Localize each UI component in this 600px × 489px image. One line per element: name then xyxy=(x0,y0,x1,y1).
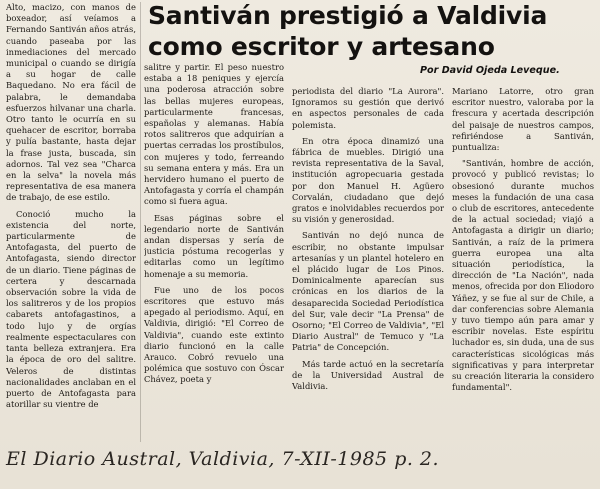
paragraph: Alto, macizo, con manos de boxeador, así veíamos a Fernando Santiván años atrás, cuando paseaba por las inmediaciones del mercado municipal o cuando se dirigía a su hogar de calle Baquedano. No era fácil de palabra, le demandaba esfuerzos hilvanar una charla. Otro tanto le ocurría en su quehacer de escritor, borraba y pulía bastante, hasta dejar la frase justa, buscada, sin adornos. Tal vez sea "Charca en la selva" la novela más representativa de esa manera de trabajo, de ese estilo. xyxy=(6,2,136,203)
column-3 xyxy=(292,86,444,438)
paragraph: periodista del diario "La Aurora". Ignoramos su gestión que derivó en aspectos personales de cada polemista. xyxy=(292,86,444,130)
paragraph: En otra época dinamizó una fábrica de muebles. Dirigió una revista representativa de la Saval, institución agropecuaria gestada por don Manuel H. Agüero Corvalán, ciudadano que dejó gratos e inolvidables recuerdos por su visión y generosidad. xyxy=(292,135,444,225)
paragraph: "Santiván, hombre de acción, provocó y publicó revistas; lo obsesionó durante muchos meses la fundación de una casa o club de escritores, antecedente de la actual sociedad; viajó a Antofagasta a dirigir un diario; Santiván, a raíz de la primera guerra europea una alta situación periodística, la dirección de "La Nación", nada menos, ofrecida por don Eliodoro Yáñez, y se fue al sur de Chile, a dar conferencias sobre Alemania y tuvo tiempo aún para amar y escribir novelas. Este espíritu luchador es, sin duda, una de sus características sicológicas más significativas y para interpretar su creación literaria la considero fundamental". xyxy=(452,158,594,393)
column-1 xyxy=(6,2,136,437)
handwritten-source-note: El Diario Austral, Valdivia, 7-XII-1985 p. 2. xyxy=(6,448,440,470)
paragraph: Conoció mucho la existencia del norte, particularmente de Antofagasta, del puerto de Antofagasta, siendo director de un diario. Tiene páginas de certera y descarnada observación sobre la vida de los salitreros y de los propios cabarets antofagastinos, a todo lujo y de orgías realmente espectaculares con tanta belleza extranjera. Era la época de oro del salitre. Veleros de distintas nacionalidades anclaban en el puerto de Antofagasta para atorillar su vientre de xyxy=(6,208,136,410)
paragraph: Mariano Latorre, otro gran escritor nuestro, valoraba por la frescura y acertada descripción del paisaje de nuestros campos, refiriéndose a Santiván, puntualiza: xyxy=(452,86,594,153)
column-divider xyxy=(140,2,141,442)
headline-line-1: Santiván prestigió a Valdivia xyxy=(148,1,548,30)
column-2 xyxy=(144,62,284,440)
paragraph: Más tarde actuó en la secretaría de la Universidad Austral de Valdivia. xyxy=(292,358,444,392)
byline: Por David Ojeda Leveque. xyxy=(420,65,560,76)
paragraph: Fue uno de los pocos escritores que estuvo más apegado al periodismo. Aquí, en Valdivia, dirigió: "El Correo de Valdivia", cuando este extinto diario funcionó en la calle Arauco. Cobró revuelo una polémica que sostuvo con Óscar Chávez, poeta y xyxy=(144,284,284,385)
paragraph: Esas páginas sobre el legendario norte de Santiván andan dispersas y sería de justicia póstuma recogerlas y editarlas como un legítimo homenaje a su memoria. xyxy=(144,212,284,279)
paragraph: Santiván no dejó nunca de escribir, no obstante impulsar artesanías y un plantel hotelero en el plácido lugar de Los Pinos. Dominicalmente aparecían sus crónicas en los diarios de la desaparecida Sociedad Periodística del Sur, vale decir "La Prensa" de Osorno; "El Correo de Valdivia", "El Diario Austral" de Temuco y "La Patria" de Concepción. xyxy=(292,230,444,353)
paragraph: salitre y partir. El peso nuestro estaba a 18 peniques y ejercía una poderosa atracción sobre las bellas mujeres europeas, particularmente francesas, españolas y alemanas. Había rotos salitreros que adquirían a puertas cerradas los prostíbulos, con mujeres y todo, ferreando su semana entera y más. Era un hervidero humano el puerto de Antofagasta y corría el champán como si fuera agua. xyxy=(144,62,284,207)
headline-line-2: como escritor y artesano xyxy=(148,32,495,61)
column-4 xyxy=(452,86,594,438)
headline xyxy=(148,0,598,62)
